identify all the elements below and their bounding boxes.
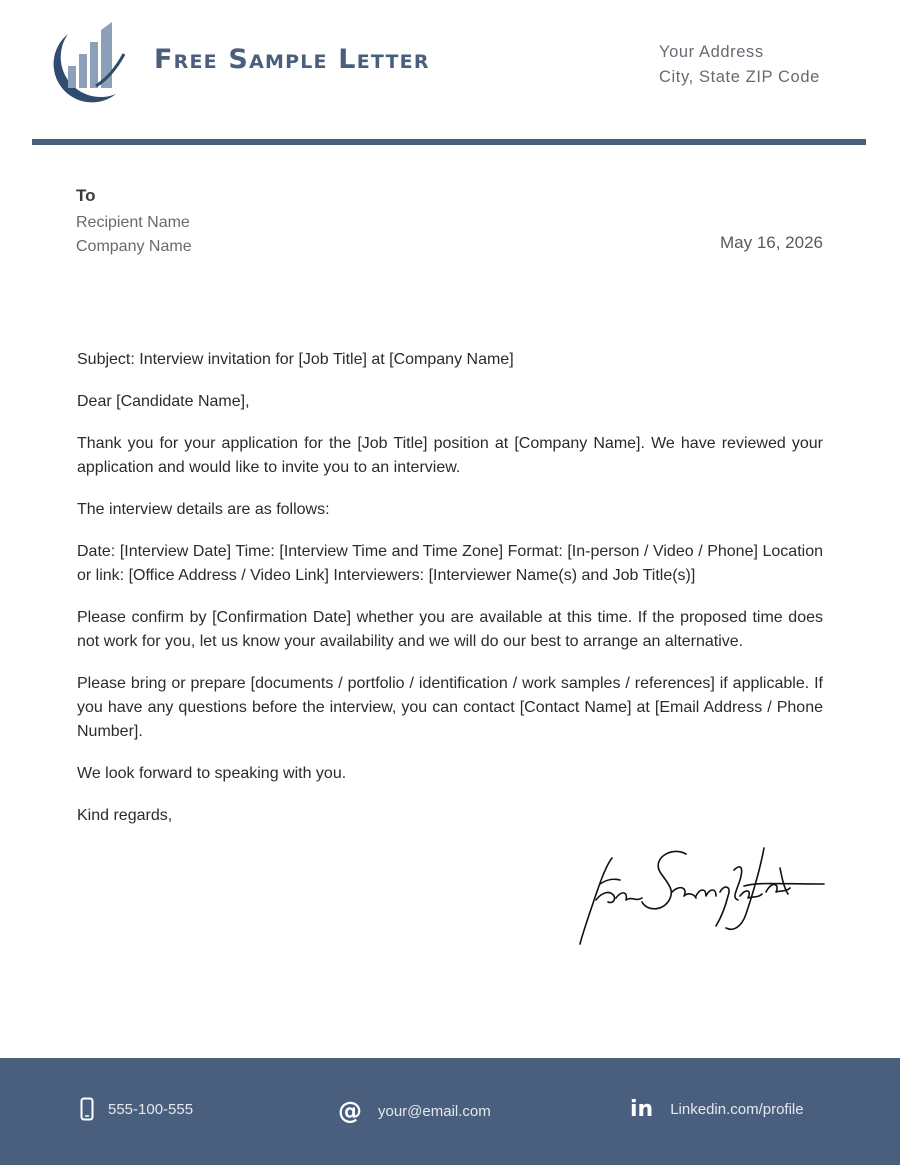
to-label: To <box>76 186 96 205</box>
letter-body <box>77 348 823 846</box>
footer-email <box>338 1097 491 1125</box>
address-line-1: Your Address <box>659 43 764 61</box>
brand-name: Free Sample Letter <box>154 44 430 75</box>
signature-image <box>576 840 828 950</box>
closing: Kind regards, <box>77 807 173 824</box>
paragraph-closing-line: We look forward to speaking with you. <box>77 765 347 782</box>
header-divider <box>32 139 866 145</box>
paragraph-details-heading: The interview details are as follows: <box>77 501 330 518</box>
letter-date: May 16, 2026 <box>719 233 823 252</box>
address-line-2: City, State ZIP Code <box>659 67 820 86</box>
footer-linkedin <box>630 1097 804 1122</box>
linkedin-url[interactable]: Linkedin.com/profile <box>670 1101 804 1118</box>
phone-icon <box>80 1097 94 1121</box>
email-address[interactable]: your@email.com <box>378 1102 491 1120</box>
recipient-block <box>76 211 192 259</box>
at-icon: @ <box>338 1097 362 1125</box>
paragraph-prepare: Please bring or prepare [documents / portfolio / identification / work samples / references] if applicable. If you have any questions before the interview, you can contact [Contact Name] at [Email Address / Phone Number]. <box>77 675 823 740</box>
recipient-name: Recipient Name <box>76 214 190 231</box>
phone-number[interactable]: 555-100-555 <box>108 1100 194 1118</box>
paragraph-details: Date: [Interview Date] Time: [Interview Time and Time Zone] Format: [In-person / Video / Phone] Location or link: [Office Address / Video Link] Interviewers: [Interviewer Name(s) and Job Title(s)] <box>77 543 823 584</box>
subject-line: Subject: Interview invitation for [Job Title] at [Company Name] <box>77 351 514 368</box>
linkedin-icon: in <box>630 1097 654 1122</box>
salutation: Dear [Candidate Name], <box>77 393 250 410</box>
footer-phone <box>80 1097 193 1121</box>
logo-icon <box>46 20 128 104</box>
paragraph-confirm: Please confirm by [Confirmation Date] whether you are available at this time. If the proposed time does not work for you, let us know your availability and we will do our best to arrange an alternative. <box>77 609 823 650</box>
sender-address <box>659 40 820 89</box>
paragraph-intro: Thank you for your application for the [Job Title] position at [Company Name]. We have reviewed your application and would like to invite you to an interview. <box>77 435 823 476</box>
recipient-company: Company Name <box>76 238 192 255</box>
